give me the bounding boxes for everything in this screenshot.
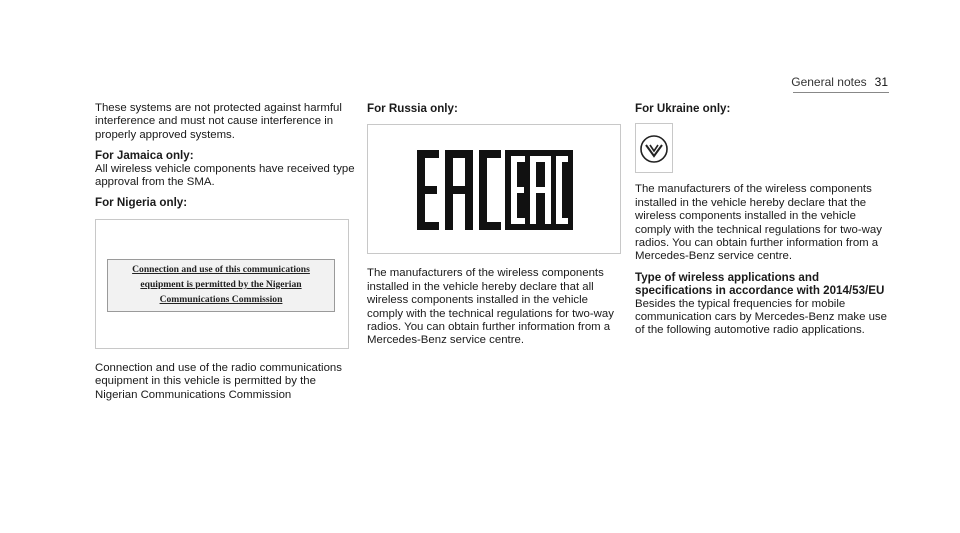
nigeria-label-line-2: equipment is permitted by the Nigerian	[140, 278, 302, 290]
intro-paragraph: These systems are not protected against harmful interference and must not cause interference in properly approved systems.	[95, 102, 342, 141]
russia-paragraph: The manufacturers of the wireless components installed in the vehicle hereby declare that all wireless components installed in the vehicle comply with the technical regulations for two-way radios. You can obtain further information from a Mercedes-Benz service centre.	[367, 267, 614, 347]
wireless-types-paragraph: Besides the typical frequencies for mobile communication cars by Mercedes-Benz make use of the following automotive radio applications.	[635, 297, 887, 337]
jamaica-heading: For Jamaica only:	[95, 149, 194, 163]
ukraine-paragraph: The manufacturers of the wireless components installed in the vehicle hereby declare that the wireless components installed in the vehicle comply with the technical regulations for two-way radios. You can obtain further information from a Mercedes-Benz service centre.	[635, 183, 882, 263]
russia-heading: For Russia only:	[367, 102, 458, 115]
nigeria-label-image	[95, 219, 349, 349]
header-rule	[793, 92, 889, 93]
ukraine-heading: For Ukraine only:	[635, 102, 731, 115]
column-1	[95, 102, 355, 409]
nigeria-approval-label	[107, 259, 335, 312]
eac-mark-image	[367, 124, 621, 254]
eac-mark-icon	[417, 150, 573, 230]
nigeria-heading: For Nigeria only:	[95, 196, 188, 210]
nigeria-label-line-1: Connection and use of this communications	[132, 263, 310, 275]
column-2	[367, 102, 623, 355]
ukraine-mark-image	[635, 123, 673, 173]
section-title: General notes	[791, 75, 867, 89]
nigeria-label-line-3: Communications Commission	[159, 293, 283, 305]
ukraine-conformity-icon	[639, 134, 669, 164]
column-3	[635, 102, 895, 345]
page-number: 31	[874, 75, 888, 89]
page-header	[791, 75, 888, 89]
nigeria-caption: Connection and use of the radio communications equipment in this vehicle is permitted by the Nigerian Communications Commission	[95, 361, 342, 401]
jamaica-paragraph: All wireless vehicle components have received type approval from the SMA.	[95, 162, 355, 189]
wireless-types-heading: Type of wireless applications and specifications in accordance with 2014/53/EU	[635, 270, 885, 298]
